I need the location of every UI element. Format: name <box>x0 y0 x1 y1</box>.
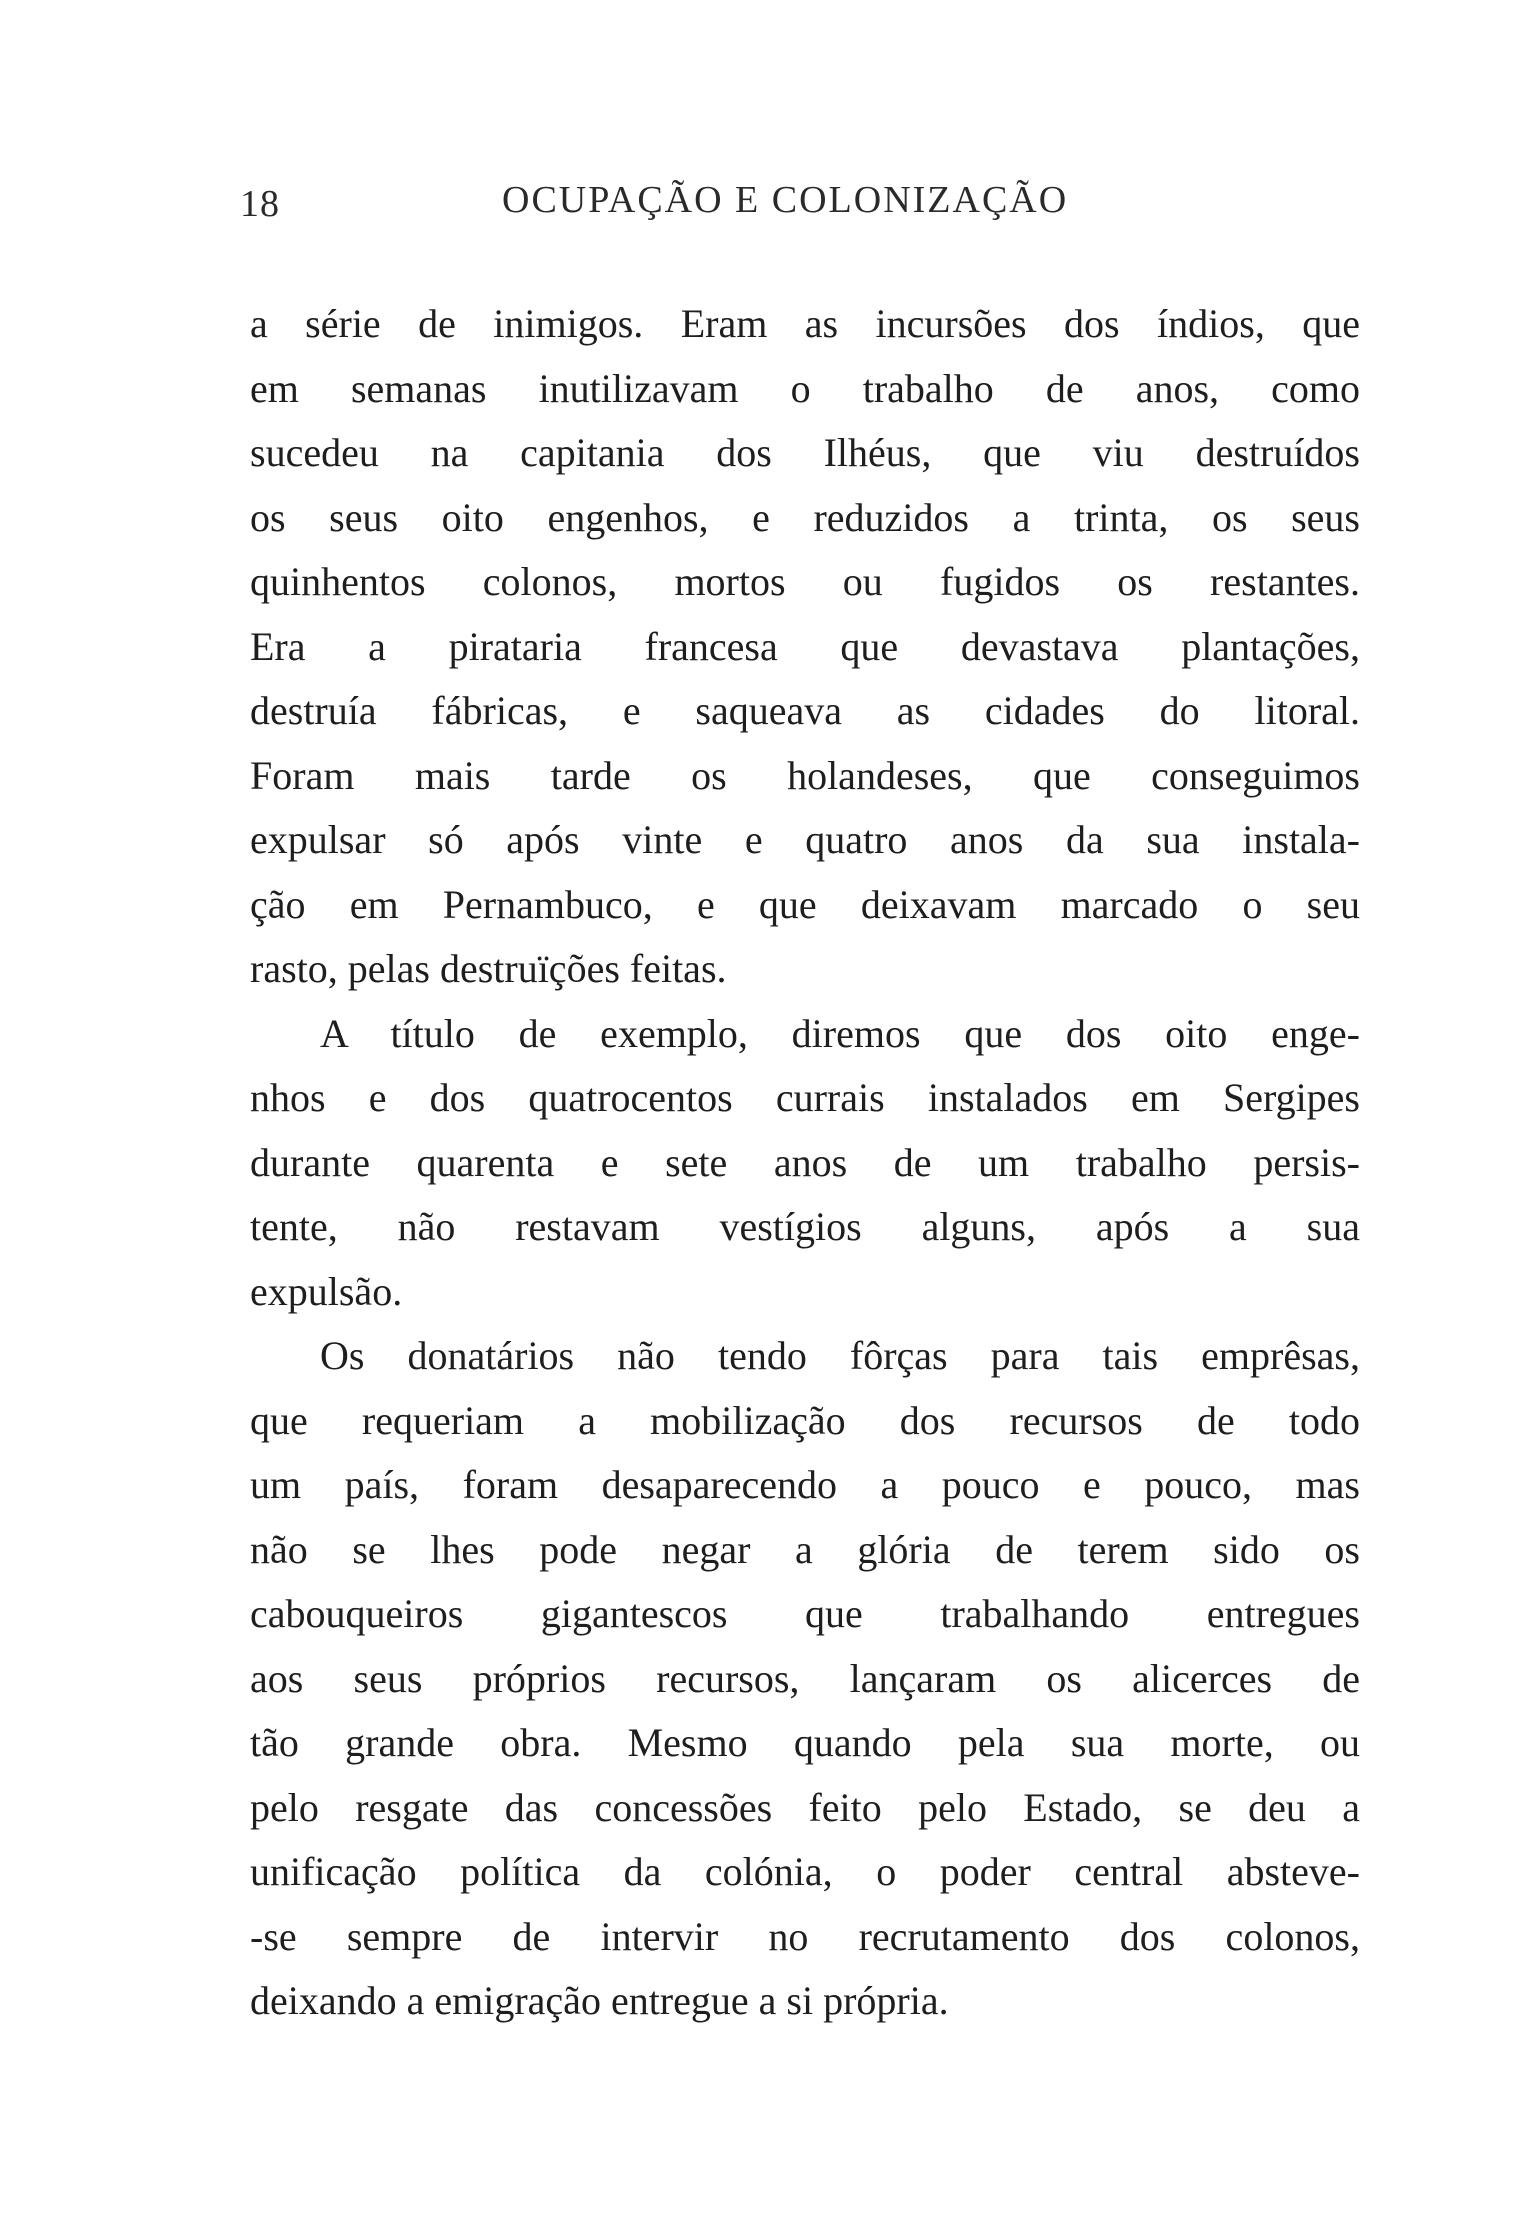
text-line: pelo resgate das concessões feito pelo Estado, se deu a <box>250 1784 1360 1830</box>
text-line: não se lhes pode negar a glória de terem sido os <box>250 1526 1360 1572</box>
text-line: tente, não restavam vestígios alguns, após a sua <box>250 1204 1360 1249</box>
paragraph-end-line: deixando a emigração entregue a si própria. <box>250 1978 949 2023</box>
chapter-title: OCUPAÇÃO E COLONIZAÇÃO <box>502 179 1069 221</box>
paragraph-end-line: rasto, pelas destruïções feitas. <box>250 946 727 991</box>
page-number: 18 <box>240 183 280 225</box>
text-line: destruía fábricas, e saqueava as cidades do litoral. <box>250 688 1360 733</box>
text-line: aos seus próprios recursos, lançaram os alicerces de <box>250 1655 1360 1701</box>
paragraph-end-line: expulsão. <box>250 1268 403 1314</box>
text-line: durante quarenta e sete anos de um trabalho persis- <box>250 1139 1360 1185</box>
text-line: a série de inimigos. Eram as incursões dos índios, que <box>250 301 1360 346</box>
text-line: um país, foram desaparecendo a pouco e pouco, mas <box>250 1462 1360 1507</box>
text-line: unificação política da colónia, o poder central absteve- <box>250 1849 1360 1894</box>
running-head <box>240 172 1340 232</box>
text-line: os seus oito engenhos, e reduzidos a trinta, os seus <box>250 494 1360 540</box>
text-line: quinhentos colonos, mortos ou fugidos os restantes. <box>250 559 1360 604</box>
text-line: tão grande obra. Mesmo quando pela sua morte, ou <box>250 1720 1360 1765</box>
paragraph-start-line: Os donatários não tendo fôrças para tais emprêsas, <box>320 1333 1360 1378</box>
text-line: Era a pirataria francesa que devastava plantações, <box>250 623 1360 669</box>
text-line: sucedeu na capitania dos Ilhéus, que viu destruídos <box>250 430 1360 475</box>
text-line: expulsar só após vinte e quatro anos da sua instala- <box>250 817 1360 862</box>
text-line: em semanas inutilizavam o trabalho de anos, como <box>250 365 1360 411</box>
text-line: nhos e dos quatrocentos currais instalados em Sergipes <box>250 1075 1360 1120</box>
text-line: que requeriam a mobilização dos recursos de todo <box>250 1397 1360 1443</box>
text-line: -se sempre de intervir no recrutamento dos colonos, <box>250 1913 1360 1959</box>
paragraph-start-line: A título de exemplo, diremos que dos oito enge- <box>320 1010 1360 1056</box>
body-text <box>250 292 1360 2034</box>
text-line: cabouqueiros gigantescos que trabalhando entregues <box>250 1591 1360 1636</box>
text-line: Foram mais tarde os holandeses, que conseguimos <box>250 752 1360 798</box>
text-line: ção em Pernambuco, e que deixavam marcado o seu <box>250 881 1360 927</box>
